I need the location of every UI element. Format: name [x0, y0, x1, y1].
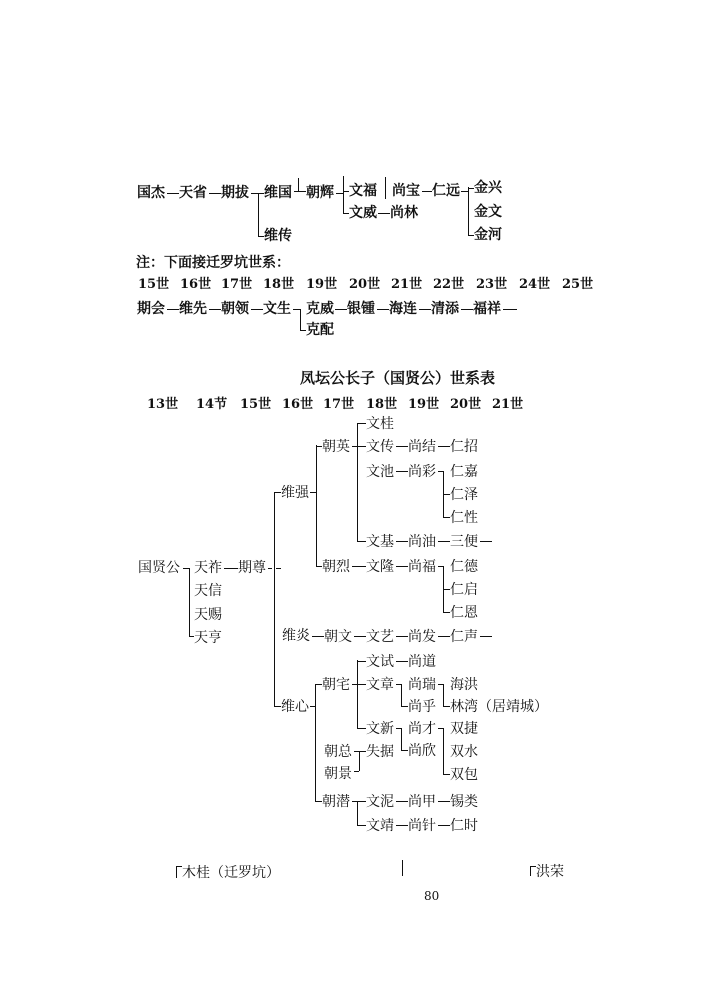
person-shangxin: 尚欣 — [408, 743, 436, 759]
person-chaozhai: 朝宅 — [322, 677, 350, 693]
gen-label: 19世 — [408, 397, 440, 412]
connector-line — [357, 661, 366, 662]
person-mugui: 木桂（迁罗坑） — [182, 865, 280, 881]
person-wenwei: 文威 — [349, 205, 377, 221]
person-wenlong: 文隆 — [366, 559, 394, 575]
person-wenxin: 文新 — [366, 721, 394, 737]
note-text: 注：下面接迁罗坑世系： — [136, 255, 290, 271]
bracket-line — [443, 684, 444, 706]
gen-label: 15世 — [138, 277, 170, 292]
person-wensheng: 文生 — [263, 301, 291, 317]
connector-line — [274, 492, 281, 493]
connector-line — [359, 751, 366, 752]
person-hailian: 海连 — [389, 301, 417, 317]
bracket-line — [357, 801, 358, 826]
bracket-line — [468, 187, 469, 236]
connector-line — [396, 801, 408, 802]
gen-label: 20世 — [450, 397, 482, 412]
person-shangrui: 尚瑞 — [408, 677, 436, 693]
person-shuangjie: 双捷 — [450, 721, 478, 737]
person-chaojing: 朝景 — [324, 766, 352, 782]
connector-line — [357, 423, 366, 424]
connector-line — [438, 825, 450, 826]
person-chaoqian: 朝潜 — [322, 794, 350, 810]
connector-line — [461, 309, 473, 310]
gen-label: 13世 — [147, 397, 179, 412]
connector-line — [443, 589, 450, 590]
bracket-line — [359, 751, 360, 771]
bracket-line — [401, 684, 402, 706]
person-qihui: 期会 — [137, 301, 165, 317]
person-chaolie: 朝烈 — [322, 559, 350, 575]
connector-line — [438, 636, 450, 637]
gen-label: 20世 — [349, 277, 381, 292]
bracket-line — [357, 423, 358, 542]
bracket-line — [530, 866, 531, 876]
person-kewei: 克威 — [306, 301, 334, 317]
person-jinxing: 金兴 — [474, 180, 502, 196]
person-renzhao: 仁招 — [450, 439, 478, 455]
person-haihong: 海洪 — [450, 677, 478, 693]
bracket-line — [300, 309, 301, 331]
person-shangyou: 尚油 — [408, 534, 436, 550]
connector-line — [357, 446, 366, 447]
gen-label: 14节 — [196, 397, 228, 412]
gen-label: 17世 — [323, 397, 355, 412]
connector-line — [315, 684, 322, 685]
person-weixin: 维心 — [281, 699, 309, 715]
connector-line — [357, 801, 366, 802]
person-shangcai2: 尚才 — [408, 721, 436, 737]
person-shiju: 失据 — [366, 744, 394, 760]
gen-label: 16世 — [180, 277, 212, 292]
connector-line — [419, 309, 431, 310]
person-qiba: 期拔 — [221, 185, 249, 201]
person-wenchuan: 文传 — [366, 439, 394, 455]
person-shangjia: 尚甲 — [408, 794, 436, 810]
connector-line — [167, 309, 179, 310]
gen-label: 21世 — [391, 277, 423, 292]
person-shanglin: 尚林 — [390, 205, 418, 221]
person-shangdao: 尚道 — [408, 654, 436, 670]
person-renshi: 仁时 — [450, 818, 478, 834]
bracket-line — [385, 177, 386, 199]
person-wenji: 文基 — [366, 534, 394, 550]
connector-line — [312, 636, 324, 637]
connector-line — [315, 801, 322, 802]
person-weiyan: 维炎 — [282, 628, 310, 644]
person-wenzhang: 文章 — [366, 677, 394, 693]
connector-line — [335, 309, 347, 310]
connector-line — [377, 309, 389, 310]
page-number: 80 — [424, 889, 440, 903]
bracket-line — [258, 193, 259, 237]
person-shangjie: 尚结 — [408, 439, 436, 455]
person-chaowen: 朝文 — [324, 629, 352, 645]
connector-line — [268, 568, 272, 569]
person-wenchi: 文池 — [366, 464, 394, 480]
connector-line — [357, 684, 366, 685]
person-weichuan: 维传 — [264, 228, 292, 244]
gen-label: 18世 — [366, 397, 398, 412]
bracket-line — [443, 728, 444, 774]
person-qizun: 期尊 — [238, 560, 266, 576]
connector-line — [443, 494, 450, 495]
person-renyuan: 仁远 — [432, 183, 460, 199]
connector-line — [378, 213, 390, 214]
bracket-line — [357, 660, 358, 728]
connector-line — [503, 309, 517, 310]
person-chaozong: 朝总 — [324, 744, 352, 760]
person-xilei: 锡类 — [450, 794, 478, 810]
connector-line — [438, 446, 450, 447]
gen-label: 16世 — [282, 397, 314, 412]
person-shangfa: 尚发 — [408, 629, 436, 645]
gen-label: 15世 — [240, 397, 272, 412]
person-rende: 仁德 — [450, 559, 478, 575]
person-wenni: 文泥 — [366, 794, 394, 810]
connector-line — [352, 566, 366, 567]
connector-line — [422, 191, 432, 192]
connector-line — [443, 774, 450, 775]
person-rensheng: 仁声 — [450, 629, 478, 645]
person-linwan: 林湾（居靖城） — [450, 699, 548, 715]
gen-label: 17世 — [221, 277, 253, 292]
connector-line — [396, 566, 408, 567]
gen-label: 18世 — [263, 277, 295, 292]
person-tianzuo: 天祚 — [194, 560, 222, 576]
person-weixian: 维先 — [179, 301, 207, 317]
person-wengui: 文桂 — [366, 416, 394, 432]
connector-line — [167, 193, 179, 194]
person-kepei: 克配 — [306, 322, 334, 338]
person-wenyi: 文艺 — [366, 629, 394, 645]
bracket-line — [343, 176, 344, 213]
person-jinwen: 金文 — [474, 204, 502, 220]
person-renjia: 仁嘉 — [450, 464, 478, 480]
person-yinzhong: 银锺 — [347, 301, 375, 317]
connector-line — [354, 771, 359, 772]
connector-line — [443, 517, 450, 518]
person-tiansheng: 天省 — [179, 185, 207, 201]
person-shuangbao: 双包 — [450, 767, 478, 783]
connector-line — [396, 446, 408, 447]
bracket-line — [315, 684, 316, 802]
connector-line — [396, 541, 408, 542]
connector-line — [443, 612, 450, 613]
gen-label: 21世 — [492, 397, 524, 412]
bracket-line — [274, 492, 275, 706]
person-renqi: 仁启 — [450, 582, 478, 598]
connector-line — [396, 661, 408, 662]
section-title: 凤坛公长子（国贤公）世系表 — [300, 369, 496, 387]
connector-line — [276, 568, 281, 569]
person-shangbao: 尚宝 — [392, 183, 420, 199]
connector-line — [401, 706, 408, 707]
person-tianheng: 天亨 — [194, 630, 222, 646]
person-guoxian: 国贤公 — [138, 560, 180, 576]
connector-line — [438, 541, 450, 542]
person-wenshi: 文试 — [366, 654, 394, 670]
person-shangzhen: 尚针 — [408, 818, 436, 834]
bracket-line — [176, 866, 177, 878]
gen-label: 19世 — [306, 277, 338, 292]
connector-line — [251, 309, 263, 310]
connector-line — [274, 706, 281, 707]
connector-line — [294, 191, 306, 192]
bracket-line — [401, 728, 402, 750]
connector-line — [224, 568, 238, 569]
person-renen: 仁恩 — [450, 605, 478, 621]
gen-label: 25世 — [562, 277, 594, 292]
person-chaoling: 朝领 — [221, 301, 249, 317]
connector-line — [401, 750, 408, 751]
person-chaoying: 朝英 — [322, 439, 350, 455]
connector-line — [396, 471, 408, 472]
bracket-line — [298, 178, 299, 192]
connector-line — [209, 193, 221, 194]
person-fuxiang: 福祥 — [473, 301, 501, 317]
person-jinhe: 金河 — [474, 227, 502, 243]
person-tianxin: 天信 — [194, 583, 222, 599]
gen-label: 22世 — [433, 277, 465, 292]
person-tianci: 天赐 — [194, 607, 222, 623]
person-shangcai: 尚彩 — [408, 464, 436, 480]
connector-line — [357, 541, 366, 542]
connector-line — [438, 801, 450, 802]
connector-line — [396, 825, 408, 826]
person-renze: 仁泽 — [450, 487, 478, 503]
person-weiguo: 维国 — [264, 185, 292, 201]
person-wenjing: 文靖 — [366, 818, 394, 834]
gen-label: 23世 — [476, 277, 508, 292]
person-honglu: 洪荣 — [536, 864, 564, 880]
bracket-line — [189, 568, 190, 637]
person-renxing: 仁性 — [450, 510, 478, 526]
connector-line — [357, 728, 366, 729]
person-shuangshui: 双水 — [450, 744, 478, 760]
person-sanbian: 三便 — [450, 534, 478, 550]
person-guojie: 国杰 — [137, 185, 165, 201]
person-chaohui: 朝辉 — [306, 185, 334, 201]
person-wenfu: 文福 — [349, 183, 377, 199]
person-weiqiang: 维强 — [281, 485, 309, 501]
person-shangfu: 尚福 — [408, 559, 436, 575]
gen-label: 24世 — [519, 277, 551, 292]
connector-line — [396, 636, 408, 637]
bracket-line — [316, 445, 317, 566]
person-qingtian: 清添 — [431, 301, 459, 317]
connector-line — [354, 636, 366, 637]
connector-line — [480, 636, 492, 637]
divider-line — [402, 860, 403, 876]
person-shanghu: 尚乎 — [408, 699, 436, 715]
connector-line — [357, 825, 366, 826]
connector-line — [480, 541, 492, 542]
connector-line — [443, 706, 450, 707]
connector-line — [209, 309, 221, 310]
